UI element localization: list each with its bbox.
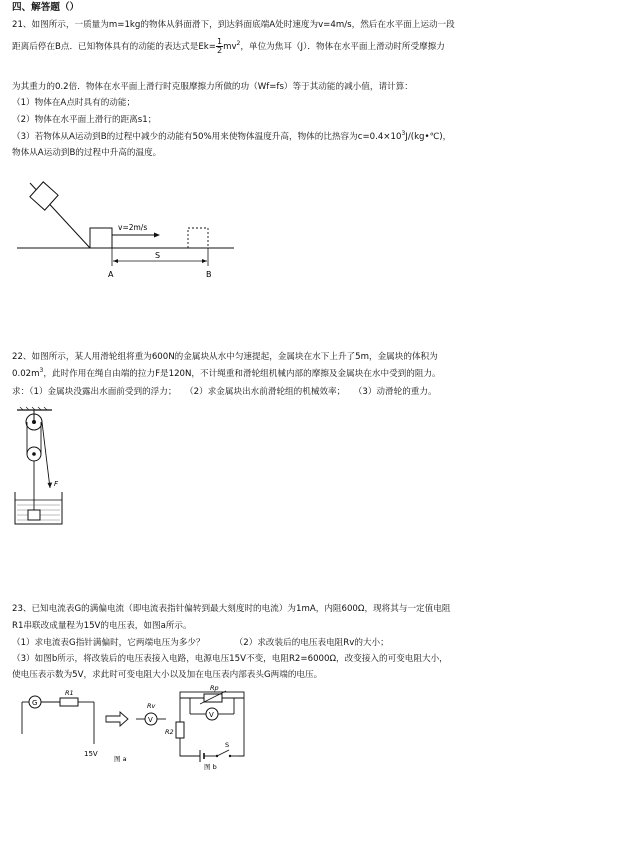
conversion-arrow <box>106 712 128 726</box>
point-b-label: B <box>206 270 212 279</box>
q21-sub3-line2: 物体从A运动到B的过程中升高的温度。 <box>12 148 162 158</box>
rv-label: Rv <box>147 702 156 710</box>
ropes <box>27 422 50 510</box>
q22-line2-pre: 0.02m <box>12 369 40 379</box>
q21-sub3-pre: （3）若物体从A运动到B的过程中减少的动能有50%用来使物体温度升高，物体的比热容为c=0.4×10 <box>12 132 402 142</box>
q23-line4: （3）如图b所示，将改装后的电压表接入电路，电源电压15V不变，电阻R2=6000Ω，改变接入的可变电阻大小， <box>12 654 448 664</box>
block-at-a <box>90 228 112 248</box>
r2-label: R2 <box>165 728 174 736</box>
velocity-arrowhead <box>154 233 160 238</box>
q21-line1: 21、如图所示，一质量为m=1kg的物体从斜面滑下，到达斜面底端A处时速度为v=4m/s，然后在水平面上运动一段 <box>12 20 455 30</box>
q21-sub1: （1）物体在A点时具有的动能； <box>12 98 136 108</box>
q21-sub3 <box>12 132 451 143</box>
section-title: 四、解答题（） <box>12 2 80 13</box>
q21-line2-pre: 距离后停在B点．已知物体具有的动能的表达式是Ek= <box>12 42 216 52</box>
q22-figure <box>12 406 72 528</box>
15v-label: 15V <box>84 750 98 758</box>
q22-line2-sup: 3 <box>39 367 44 375</box>
q22-line2-post: ，此时作用在绳自由端的拉力F是120N，不计绳重和滑轮组机械内部的摩擦及金属块在水中受到的阻力。 <box>43 369 441 379</box>
point-a-label: A <box>108 270 114 279</box>
switch-label: S <box>225 741 230 749</box>
force-arrowhead <box>48 483 53 489</box>
q22-line1: 22、如图所示，某人用滑轮组将重为600N的金属块从水中匀速提起，金属块在水下上升了5m，金属块的体积为 <box>12 352 438 362</box>
q21-frac-den: 2 <box>216 46 223 55</box>
q23-line3: （1）求电流表G指针满偏时，它两端电压为多少？ （2）求改装后的电压表电阻Rv的大小； <box>12 638 389 648</box>
distance-arrow-right <box>202 259 207 263</box>
circuit-a <box>22 689 127 763</box>
circuit-b <box>165 684 244 770</box>
r1-label: R1 <box>65 689 74 697</box>
q21-sub2: （2）物体在水平面上滑行的距离s1； <box>12 115 157 125</box>
fig-a-caption: 图 a <box>114 755 127 763</box>
voltmeter-label: V <box>148 716 153 724</box>
velocity-label: v=2m/s <box>118 223 148 232</box>
q23-line5: 使电压表示数为5V，求此时可变电阻大小以及加在电压表内部表头G两端的电压。 <box>12 670 323 680</box>
block-at-b-dashed <box>188 228 208 248</box>
q21-fraction <box>216 38 223 55</box>
metal-block <box>28 510 40 520</box>
q22-line3: 求：（1）金属块没露出水面前受到的浮力； （2）求金属块出水前滑轮组的机械效率； （3）动滑轮的重力。 <box>12 387 437 397</box>
incline-block <box>30 182 58 210</box>
q21-line2-sup: 2 <box>236 40 241 48</box>
q21-figure <box>12 178 242 283</box>
q21-line2 <box>12 38 445 55</box>
q23-figure <box>12 684 282 770</box>
rp-label: Rp <box>210 684 219 692</box>
q21-line3: 为其重力的0.2倍．物体在水平面上滑行时克服摩擦力所做的功（Wf=fs）等于其动能的减小值，请计算： <box>12 82 413 92</box>
resistor-r1 <box>60 698 78 706</box>
q22-line2 <box>12 369 441 380</box>
q21-frac-num: 1 <box>216 37 223 46</box>
q23-line1: 23、已知电流表G的满偏电流（即电流表指针偏转到最大刻度时的电流）为1mA，内阻600Ω，现将其与一定值电阻 <box>12 604 451 614</box>
voltmeter-b-label: V <box>209 711 214 719</box>
fixed-pulley-axle <box>32 420 36 424</box>
resistor-r2 <box>176 722 184 738</box>
force-label: F <box>54 480 59 488</box>
voltmeter-rv <box>136 702 166 725</box>
distance-arrow-left <box>113 259 118 263</box>
q23-line2: R1串联改成量程为15V的电压表，如图a所示。 <box>12 621 192 631</box>
q21-line2-mv: mv <box>223 42 237 52</box>
q21-line2-post: ，单位为焦耳（J）．物体在水平面上滑动时所受摩擦力 <box>240 42 445 52</box>
q21-sub3-post: J/(kg•℃)， <box>405 132 452 142</box>
fig-b-caption: 图 b <box>204 763 217 770</box>
galvanometer-a-label: G <box>32 699 38 707</box>
movable-pulley-axle <box>32 452 36 456</box>
q21-sub3-sup: 3 <box>401 130 406 138</box>
distance-label: S <box>155 251 161 260</box>
